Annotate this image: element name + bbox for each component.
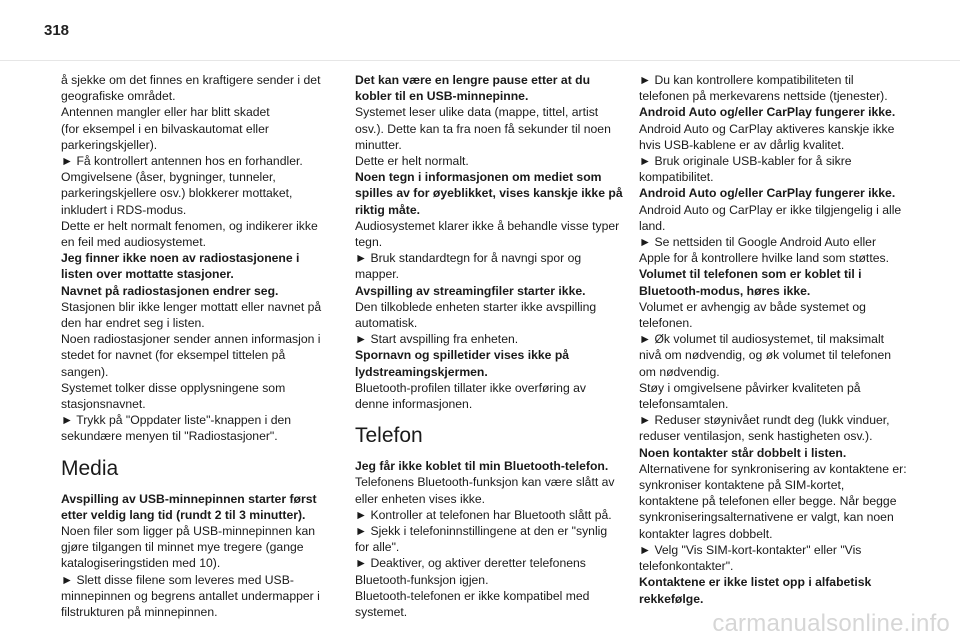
paragraph-text: Bluetooth-profilen tillater ikke overføring av denne informasjonen. [355,380,586,412]
paragraph-text: Dette er helt normalt. [355,154,469,169]
paragraph-text: ► Velg "Vis SIM-kort-kontakter" eller "Vis telefonkontakter". [639,542,862,574]
paragraph-text: Android Auto og CarPlay aktiveres kanskje ikke hvis USB-kablene er av dårlig kvalitet. [639,121,895,152]
paragraph-text: ► Bruk standardtegn for å navngi spor og mapper. [355,251,582,282]
column-2-top [355,72,623,412]
paragraph-text: Omgivelsene (åser, bygninger, tunneler, parkeringskjellere osv.) blokkerer mottaket, inkludert i RDS-modus. [61,170,293,217]
subheading-text: Avspilling av streamingfiler starter ikke. [355,283,586,298]
column-1-top [61,72,329,445]
column-2 [355,72,623,620]
paragraph-text: ► Sjekk i telefoninnstillingene at den er "synlig for alle". [355,524,608,555]
paragraph-text: Noen filer som ligger på USB-minnepinnen kan gjøre tilgangen til minnet mye tregere (gange katalogiseringstiden med 10). [61,524,316,571]
paragraph-text: Dette er helt normalt fenomen, og indikerer ikke en feil med audiosystemet. [61,218,318,250]
paragraph-text: Systemet leser ulike data (mappe, tittel, artist osv.). Dette kan ta fra noen få sekunder til noen minutter. [355,105,611,152]
paragraph-text: Den tilkoblede enheten starter ikke avspilling automatisk. [355,299,597,331]
paragraph-text: ► Start avspilling fra enheten. [355,332,519,347]
page-number: 318 [44,22,70,39]
column-3 [639,72,907,607]
column-3-body [639,72,907,607]
paragraph-text: ► Du kan kontrollere kompatibiliteten til telefonen på merkevarens nettside (tjenester). [639,73,888,104]
subheading-text: Jeg finner ikke noen av radiostasjonene i listen over mottatte stasjoner. [61,251,300,282]
paragraph-text: Audiosystemet klarer ikke å behandle visse typer tegn. [355,218,620,250]
subheading-text: Android Auto og/eller CarPlay fungerer ikke. [639,186,896,201]
subheading-text: Avspilling av USB-minnepinnen starter først etter veldig lang tid (rundt 2 til 3 minutter). [61,491,317,522]
column-1-bottom [61,491,329,621]
paragraph-text: ► Slett disse filene som leveres med USB-minnepinnen og begrens antallet undermapper i filstrukturen på minnepinnen. [61,572,320,620]
subheading-text: Noen tegn i informasjonen om mediet som spilles av for øyeblikket, vises kanskje ikke på riktig måte. [355,170,623,217]
paragraph-text: Støy i omgivelsene påvirker kvaliteten på telefonsamtalen. [639,380,861,412]
paragraph-text: (for eksempel i en bilvaskautomat eller parkeringskjeller). [61,121,269,152]
paragraph-text: Android Auto og CarPlay er ikke tilgjengelig i alle land. [639,202,902,233]
subheading-text: Jeg får ikke koblet til min Bluetooth-telefon. [355,459,609,474]
paragraph-text: ► Kontroller at telefonen har Bluetooth slått på. [355,507,612,522]
subheading-text: Kontaktene er ikke listet opp i alfabetisk rekkefølge. [639,575,872,606]
paragraph-text: ► Få kontrollert antennen hos en forhandler. [61,154,303,169]
subheading-text: Noen kontakter står dobbelt i listen. [639,445,847,460]
subheading-text: Volumet til telefonen som er koblet til i Bluetooth-modus, høres ikke. [639,267,862,298]
paragraph-text: Bluetooth-telefonen er ikke kompatibel med systemet. [355,588,590,620]
section-heading-telefon: Telefon [355,424,423,448]
paragraph-text: ► Øk volumet til audiosystemet, til maksimalt nivå om nødvendig, og øk volumet til telefonen om nødvendig. [639,332,892,379]
paragraph-text: Alternativene for synkronisering av kontaktene er: synkroniser kontaktene på SIM-kortet, kontaktene på telefonen eller begge. Når begge synkroniseringsalternativene er valgt, kan noen kontakter lagres dobbelt. [639,461,907,541]
paragraph-text: Systemet tolker disse opplysningene som stasjonsnavnet. [61,380,286,412]
paragraph-text: ► Se nettsiden til Google Android Auto eller Apple for å kontrollere hvilke land som støttes. [639,235,889,266]
paragraph-text: ► Bruk originale USB-kabler for å sikre kompatibilitet. [639,154,852,185]
subheading-text: Navnet på radiostasjonen endrer seg. [61,283,279,298]
paragraph-text: Volumet er avhengig av både systemet og telefonen. [639,299,866,331]
page-header [0,0,960,61]
paragraph-text: Antennen mangler eller har blitt skadet [61,105,270,120]
column-1 [61,72,329,620]
paragraph-text: å sjekke om det finnes en kraftigere sender i det geografiske området. [61,73,321,104]
paragraph-text: Telefonens Bluetooth-funksjon kan være slått av eller enheten vises ikke. [355,475,615,506]
section-heading-media: Media [61,456,119,480]
subheading-text: Det kan være en lengre pause etter at du kobler til en USB-minnepinne. [355,73,591,104]
paragraph-text: Noen radiostasjoner sender annen informasjon i stedet for navnet (for eksempel tittelen på sangen). [61,332,321,379]
subheading-text: Spornavn og spilletider vises ikke på lydstreamingskjermen. [355,348,570,379]
paragraph-text: ► Deaktiver, og aktiver deretter telefonens Bluetooth-funksjon igjen. [355,556,586,587]
paragraph-text: ► Trykk på "Oppdater liste"-knappen i den sekundære menyen til "Radiostasjoner". [61,413,292,444]
watermark: carmanualsonline.info [712,610,950,637]
subheading-text: Android Auto og/eller CarPlay fungerer ikke. [639,105,896,120]
paragraph-text: Stasjonen blir ikke lenger mottatt eller navnet på den har endret seg i listen. [61,299,322,331]
paragraph-text: ► Reduser støynivået rundt deg (lukk vinduer, reduser ventilasjon, senk hastigheten osv.). [639,413,890,444]
column-2-bottom [355,458,623,620]
